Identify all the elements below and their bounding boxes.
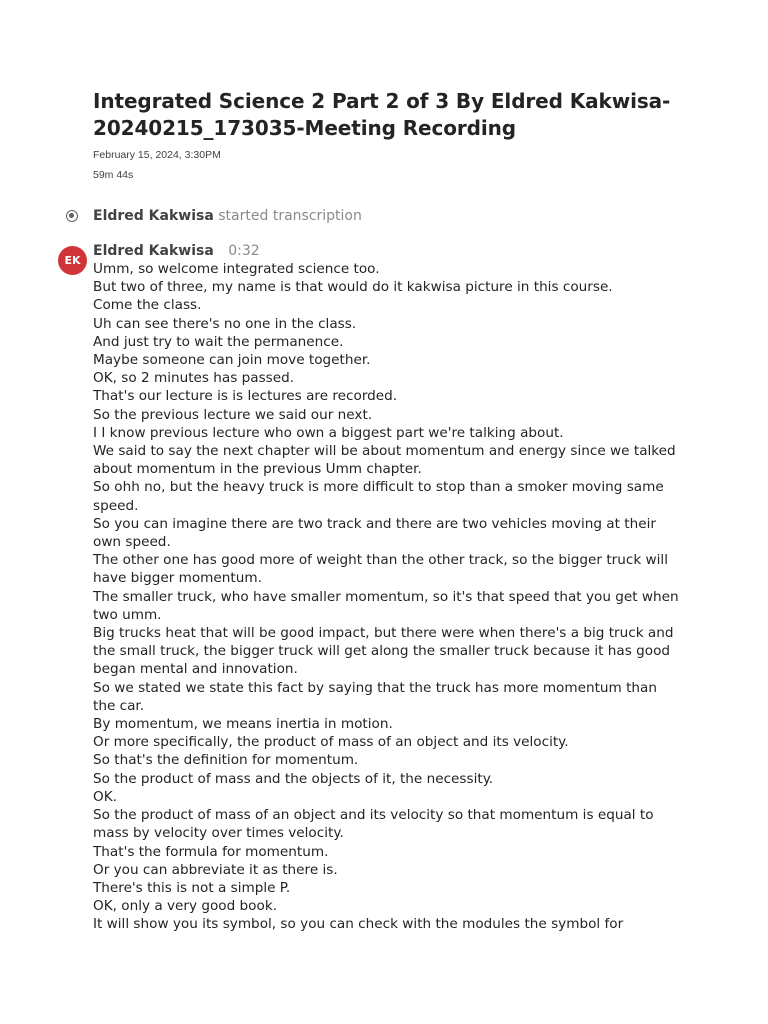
timestamp[interactable]: 0:32	[228, 243, 260, 259]
transcript-line: Uh can see there's no one in the class.	[93, 315, 357, 332]
entry-header	[93, 243, 693, 260]
transcript-line: So the previous lecture we said our next.	[93, 406, 373, 423]
transcript-line: So ohh no, but the heavy truck is more difficult to stop than a smoker moving same speed.	[93, 479, 664, 514]
transcript-line: That's the formula for momentum.	[93, 843, 329, 860]
transcript-line: Umm, so welcome integrated science too.	[93, 261, 380, 277]
recording-date: February 15, 2024, 3:30PM	[93, 149, 221, 161]
transcript-line: Or you can abbreviate it as there is.	[93, 861, 338, 878]
transcript-line: So the product of mass and the objects of it, the necessity.	[93, 770, 494, 787]
transcript-lines	[93, 260, 683, 934]
transcription-started-event	[93, 207, 693, 225]
speaker-name[interactable]: Eldred Kakwisa	[93, 243, 214, 259]
transcript-entry	[64, 243, 693, 934]
transcript-document	[64, 88, 693, 934]
transcript-line: So you can imagine there are two track and there are two vehicles moving at their own speed.	[93, 515, 656, 551]
transcript-line: Come the class.	[93, 297, 202, 314]
transcript-line: By momentum, we means inertia in motion.	[93, 716, 393, 733]
transcript-line: The other one has good more of weight than the other track, so the bigger truck will have bigger momentum.	[93, 552, 668, 587]
transcript-line: Maybe someone can join move together.	[93, 352, 371, 369]
transcript-line: It will show you its symbol, so you can check with the modules the symbol for	[93, 916, 624, 933]
transcript-line: Big trucks heat that will be good impact, but there were when there's a big truck and the small truck, the bigger truck will get along the smaller truck because it has good began mental and innovation.	[93, 625, 674, 678]
transcript-line: We said to say the next chapter will be about momentum and energy since we talked about momentum in the previous Umm chapter.	[93, 443, 676, 478]
transcript-line: I I know previous lecture who own a biggest part we're talking about.	[93, 424, 564, 441]
transcription-icon	[66, 210, 78, 222]
transcript-line: Or more specifically, the product of mass of an object and its velocity.	[93, 734, 569, 751]
event-text: started transcription	[218, 208, 362, 224]
transcript-line: There's this is not a simple P.	[93, 879, 291, 896]
transcript-line: That's our lecture is is lectures are recorded.	[93, 388, 398, 405]
avatar: EK	[58, 246, 87, 275]
transcript-line: So the product of mass of an object and its velocity so that momentum is equal to mass by velocity over times velocity.	[93, 807, 654, 842]
recording-duration: 59m 44s	[93, 169, 134, 181]
event-speaker-name: Eldred Kakwisa	[93, 208, 214, 224]
transcript-line: And just try to wait the permanence.	[93, 333, 344, 350]
transcript-line: OK, so 2 minutes has passed.	[93, 370, 295, 387]
transcript-line: So that's the definition for momentum.	[93, 752, 359, 769]
transcript-line: The smaller truck, who have smaller momentum, so it's that speed that you get when two umm.	[93, 588, 679, 623]
transcript-line: OK.	[93, 788, 117, 805]
transcript-line: So we stated we state this fact by saying that the truck has more momentum than the car.	[93, 679, 657, 714]
page-title: Integrated Science 2 Part 2 of 3 By Eldred Kakwisa-20240215_173035-Meeting Recording	[93, 89, 671, 140]
transcript-line: OK, only a very good book.	[93, 898, 278, 915]
transcript-line: But two of three, my name is that would do it kakwisa picture in this course.	[93, 279, 613, 296]
